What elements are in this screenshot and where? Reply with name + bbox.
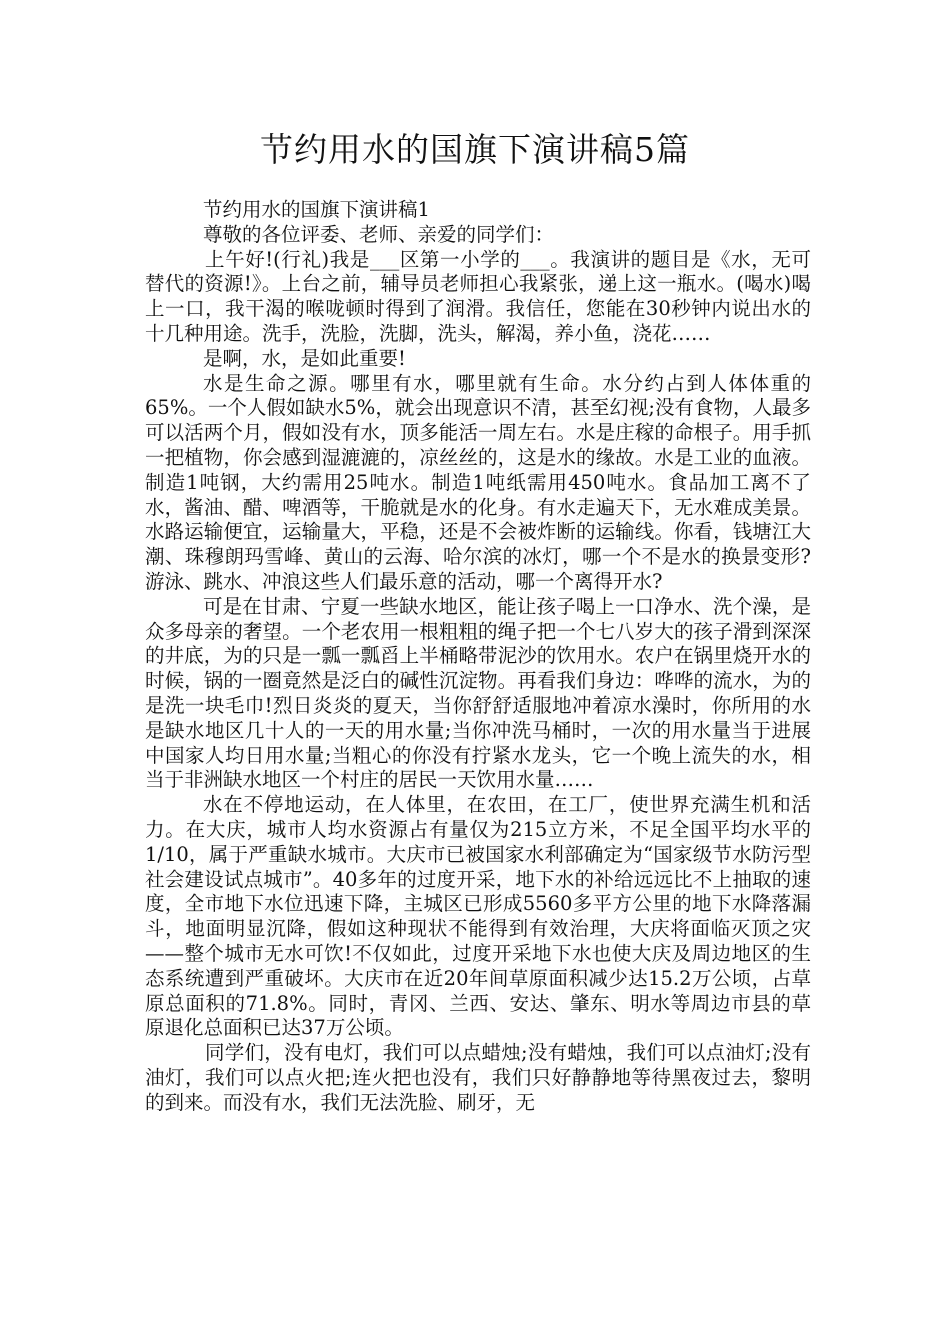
document-body	[145, 198, 811, 1115]
body-paragraph: 可是在甘肃、宁夏一些缺水地区，能让孩子喝上一口净水、洗个澡，是众多母亲的奢望。一个老农用一根粗粗的绳子把一个七八岁大的孩子滑到深深的井底，为的只是一瓢一瓢舀上半桶略带泥沙的饮用水。农户在锅里烧开水的时候，锅的一圈竟然是泛白的碱性沉淀物。再看我们身边：哗哗的流水，为的是洗一块毛巾!烈日炎炎的夏天，当你舒舒适服地冲着凉水澡时，你所用的水是缺水地区几十人的一天的用水量;当你冲洗马桶时，一次的用水量当于进展中国家人均日用水量;当粗心的你没有拧紧水龙头，它一个晚上流失的水，相当于非洲缺水地区一个村庄的居民一天饮用水量……	[145, 594, 811, 792]
section-heading: 节约用水的国旗下演讲稿1	[203, 198, 430, 221]
salutation: 尊敬的各位评委、老师、亲爱的同学们：	[203, 222, 555, 246]
body-paragraph: 是啊，水，是如此重要!	[203, 346, 406, 370]
body-paragraph: 水在不停地运动，在人体里，在农田，在工厂，使世界充满生机和活力。在大庆，城市人均水资源占有量仅为215立方米，不足全国平均水平的1/10，属于严重缺水城市。大庆市已被国家水利部确定为“国家级节水防污型社会建设试点城市”。40多年的过度开采，地下水的补给远远比不上抽取的速度，全市地下水位迅速下降，主城区已形成5560多平方公里的地下水降落漏斗，地面明显沉降，假如这种现状不能得到有效治理，大庆将面临灭顶之灾——整个城市无水可饮!不仅如此，过度开采地下水也使大庆及周边地区的生态系统遭到严重破坏。大庆市在近20年间草原面积减少达15.2万公顷，占草原总面积的71.8%。同时，青冈、兰西、安达、肇东、明水等周边市县的草原退化总面积已达37万公顷。	[145, 793, 811, 1040]
body-paragraph: 同学们，没有电灯，我们可以点蜡烛;没有蜡烛，我们可以点油灯;没有油灯，我们可以点火把;连火把也没有，我们只好静静地等待黑夜过去，黎明的到来。而没有水，我们无法洗脸、刷牙，无	[145, 1041, 811, 1114]
body-paragraph: 上午好!(行礼)我是___区第一小学的___。我演讲的题目是《水，无可替代的资源!》。上台之前，辅导员老师担心我紧张，递上这一瓶水。(喝水)喝上一口，我干渴的喉咙顿时得到了润滑。我信任，您能在30秒钟内说出水的十几种用途。洗手，洗脸，洗脚，洗头，解渴，养小鱼，浇花……	[145, 247, 811, 345]
body-paragraph: 水是生命之源。哪里有水，哪里就有生命。水分约占到人体体重的65%。一个人假如缺水5%，就会出现意识不清，甚至幻视;没有食物，人最多可以活两个月，假如没有水，顶多能活一周左右。水是庄稼的命根子。用手抓一把植物，你会感到湿漉漉的，凉丝丝的，这是水的缘故。水是工业的血液。制造1吨钢，大约需用25吨水。制造1吨纸需用450吨水。食品加工离不了水，酱油、醋、啤酒等，干脆就是水的化身。有水走遍天下，无水难成美景。水路运输便宜，运输量大，平稳，还是不会被炸断的运输线。你看，钱塘江大潮、珠穆朗玛雪峰、黄山的云海、哈尔滨的冰灯，哪一个不是水的换景变形?游泳、跳水、冲浪这些人们最乐意的活动，哪一个离得开水?	[145, 371, 811, 593]
document-title: 节约用水的国旗下演讲稿5篇	[260, 130, 690, 169]
